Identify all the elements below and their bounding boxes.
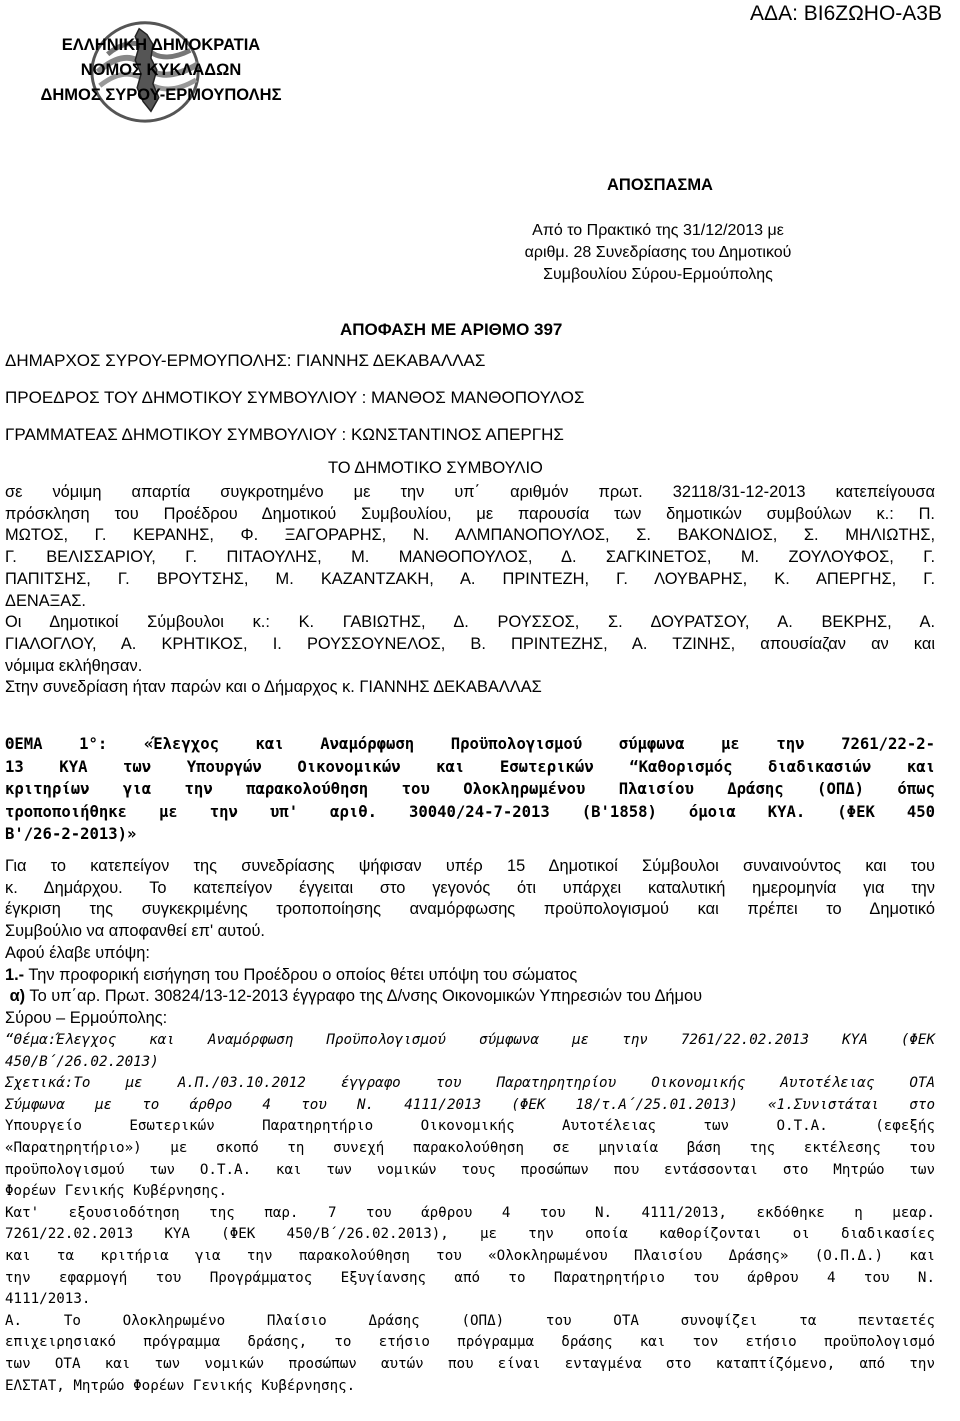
theme-line: Β'/26-2-2013)» [5, 825, 137, 844]
quote-line: Α. Το Ολοκληρωμένο Πλαίσιο Δράσης (ΟΠΔ) του ΟΤΑ συνοψίζει τα πενταετές [5, 1312, 935, 1329]
mayor-present-line: Στην συνεδρίαση ήταν παρών και ο Δήμαρχος κ. ΓΙΑΝΝΗΣ ΔΕΚΑΒΑΛΛΑΣ [5, 678, 542, 697]
theme-block [5, 733, 935, 846]
quote-line: «Παρατηρητήριο») με σκοπό τη συνεχή παρακολούθηση σε μηνιαία βάση της εκτέλεσης του [5, 1139, 935, 1156]
point-a-label: α) [9, 987, 26, 1006]
quorum-line: πρόσκληση του Προέδρου Δημοτικού Συμβουλίου, με παρουσία των δημοτικών συμβούλων κ.: Π. [5, 504, 935, 523]
quorum-line: σε νόμιμη απαρτία συγκροτημένο με την υπ΄ αριθμόν πρωτ. 32118/31-12-2013 κατεπείγουσα [5, 483, 935, 501]
absent-line: νόμιμα εκλήθησαν. [5, 656, 143, 675]
quorum-line: ΠΑΠΙΤΣΗΣ, Γ. ΒΡΟΥΤΣΗΣ, Μ. ΚΑΖΑΝΤΖΑΚΗ, Α. ΠΡΙΝΤΕΖΗ, Γ. ΛΟΥΒΑΡΗΣ, Κ. ΑΠΕΡΓΗΣ, Γ. [5, 569, 935, 588]
point-1-line [5, 965, 935, 987]
quorum-line: Γ. ΒΕΛΙΣΣΑΡΙΟΥ, Γ. ΠΙΤΑΟΥΛΗΣ, Μ. ΜΑΝΘΟΠΟΥΛΟΣ, Δ. ΣΑΓΚΙΝΕΤΟΣ, Μ. ΖΟΥΛΟΥΦΟΣ, Γ. [5, 548, 935, 567]
quote-line: 450/Β΄/26.02.2013) [5, 1053, 159, 1070]
theme-line: ΘΕΜΑ 1°: «Έλεγχος και Αναμόρφωση Προϋπολογισμού σύμφωνα με την 7261/22-2- [5, 735, 935, 753]
point-a-text: Το υπ΄αρ. Πρωτ. 30824/13-12-2013 έγγραφο της Δ/νσης Οικονομικών Υπηρεσιών του Δήμου [25, 987, 703, 1006]
municipality-line: ΔΗΜΟΣ ΣΥΡΟΥ-ΕΡΜΟΥΠΟΛΗΣ [40, 86, 282, 104]
urgency-line: κ. Δημάρχου. Το κατεπείγον έγγειται στο γεγονός ότι υπάρχει καταλυτική ημερομηνία για την [5, 878, 935, 897]
theme-line: 13 ΚΥΑ των Υπουργών Οικονομικών και Εσωτερικών “Καθορισμός διαδικασιών και [5, 757, 935, 776]
quorum-line: ΜΩΤΟΣ, Γ. ΚΕΡΑΝΗΣ, Φ. ΞΑΓΟΡΑΡΗΣ, Ν. ΑΛΜΠΑΝΟΠΟΥΛΟΣ, Σ. ΒΑΚΟΝΔΙΟΣ, Σ. ΜΗΛΙΩΤΗΣ, [5, 526, 935, 545]
council-heading: ΤΟ ΔΗΜΟΤΙΚΟ ΣΥΜΒΟΥΛΙΟ [328, 459, 543, 477]
point-1-text: Την προφορική εισήγηση του Προέδρου ο οποίος θέτει υπόψη του σώματος [24, 965, 578, 984]
absent-line: ΓΙΑΛΟΓΛΟΥ, Α. ΚΡΗΤΙΚΟΣ, Ι. ΡΟΥΣΣΟΥΝΕΛΟΣ, Β. ΠΡΙΝΤΕΖΗΣ, Α. ΤΖΙΝΗΣ, απουσίαζαν αν και [5, 634, 935, 653]
quote-line: την εφαρμογή του Προγράμματος Εξυγίανσης από το Παρατηρητήριο του άρθρου 4 του Ν. [5, 1269, 935, 1286]
quote-line: Σχετικά:Το με Α.Π./03.10.2012 έγγραφο του Παρατηρητηρίου Οικονομικής Αυτοτέλειας ΟΤΑ [5, 1075, 935, 1092]
quote-line: Κατ' εξουσιοδότηση της παρ. 7 του άρθρου 4 του Ν. 4111/2013, εκδόθηκε η μεαρ. [5, 1204, 935, 1221]
quote-line: 7261/22.02.2013 ΚΥΑ (ΦΕΚ 450/Β΄/26.02.2013), με την οποία καθορίζονται οι διαδικασίες [5, 1226, 935, 1243]
quote-line: 4111/2013. [5, 1291, 91, 1308]
quote-line: Υπουργείο Εσωτερικών Παρατηρητήριο Οικονομικής Αυτοτέλειας των Ο.Τ.Α. (εφεξής [5, 1118, 935, 1135]
absent-line: Οι Δημοτικοί Σύμβουλοι κ.: Κ. ΓΑΒΙΩΤΗΣ, Δ. ΡΟΥΣΣΟΣ, Σ. ΔΟΥΡΑΤΣΟΥ, Α. ΒΕΚΡΗΣ, Α. [5, 613, 935, 632]
quote-line: και τα κριτήρια για την παρακολούθηση του «Ολοκληρωμένου Πλαισίου Δράσης» (Ο.Π.Δ.) και [5, 1247, 935, 1264]
theme-line: τροποποιήθηκε με την υπ' αριθ. 30040/24-7-2013 (Β'1858) όμοια ΚΥΑ. (ΦΕΚ 450 [5, 802, 935, 821]
point-a-line [5, 986, 935, 1008]
country-line: ΕΛΛΗΝΙΚΗ ΔΗΜΟΚΡΑΤΙΑ [61, 36, 261, 54]
prefecture-line: ΝΟΜΟΣ ΚΥΚΛΑΔΩΝ [80, 61, 242, 79]
quorum-line: ΔΕΝΑΞΑΣ. [5, 591, 86, 610]
urgency-line: Για το κατεπείγον της συνεδρίασης ψήφισαν υπέρ 15 Δημοτικοί Σύμβουλοι συναινούντος και του [5, 857, 935, 875]
decision-title: ΑΠΟΦΑΣΗ ΜΕ ΑΡΙΘΜΟ 397 [340, 320, 563, 339]
urgency-line: Αφού έλαβε υπόψη: [5, 943, 150, 962]
urgency-paragraph [5, 856, 935, 1030]
quote-line: Σύμφωνα με το άρθρο 4 του Ν. 4111/2013 (ΦΕΚ 18/τ.Α΄/25.01.2013) «1.Συνιστάται στο [5, 1096, 935, 1113]
secretary-line: ΓΡΑΜΜΑΤΕΑΣ ΔΗΜΟΤΙΚΟΥ ΣΥΜΒΟΥΛΙΟΥ : ΚΩΝΣΤΑΝΤΙΝΟΣ ΑΠΕΡΓΗΣ [5, 425, 564, 444]
president-line: ΠΡΟΕΔΡΟΣ ΤΟΥ ΔΗΜΟΤΙΚΟΥ ΣΥΜΒΟΥΛΙΟΥ : ΜΑΝΘΟΣ ΜΑΝΘΟΠΟΥΛΟΣ [5, 388, 585, 407]
letter-quote-block [5, 1030, 935, 1397]
point-a-line-2: Σύρου – Ερμούπολης: [5, 1008, 168, 1027]
urgency-line: Συμβούλιο να αποφανθεί επ' αυτού. [5, 922, 265, 941]
urgency-line: έγκριση της συγκεκριμένης τροποποίησης αναμόρφωσης προϋπολογισμού και πρέπει το Δημοτικό [5, 900, 935, 919]
quote-line: των ΟΤΑ και των νομικών προσώπων αυτών που είναι ενταγμένα στο καταπτίζόμενο, από την [5, 1355, 935, 1372]
extract-label: ΑΠΟΣΠΑΣΜΑ [607, 176, 713, 194]
quorum-paragraph [5, 482, 935, 699]
mayor-line: ΔΗΜΑΡΧΟΣ ΣΥΡΟΥ-ΕΡΜΟΥΠΟΛΗΣ: ΓΙΑΝΝΗΣ ΔΕΚΑΒΑΛΛΑΣ [5, 351, 486, 370]
quote-line: “Θέμα:Έλεγχος και Αναμόρφωση Προϋπολογισμού σύμφωνα με την 7261/22.02.2013 ΚΥΑ (ΦΕΚ [5, 1032, 935, 1048]
quote-line: προϋπολογισμού των Ο.Τ.Α. και των νομικών τους προσώπων που εντάσσονται στο Μητρώο των [5, 1161, 935, 1178]
ada-code: ΑΔΑ: ΒΙ6ΖΩΗΟ-Α3Β [750, 2, 942, 25]
extract-line-3: Συμβουλίου Σύρου-Ερμούπολης [543, 266, 773, 283]
point-1-number: 1.- [5, 965, 25, 984]
theme-line: κριτηρίων για την παρακολούθηση του Ολοκληρωμένου Πλαισίου Δράσης (ΟΠΔ) όπως [5, 780, 935, 799]
quote-line: Φορέων Γενικής Κυβέρνησης. [5, 1183, 228, 1200]
quote-line: ΕΛΣΤΑΤ, Μητρώο Φορέων Γενικής Κυβέρνησης. [5, 1377, 356, 1394]
extract-line-2: αριθμ. 28 Συνεδρίασης του Δημοτικού [524, 244, 792, 261]
extract-line-1: Από το Πρακτικό της 31/12/2013 με [532, 222, 784, 239]
quote-line: επιχειρησιακό πρόγραμμα δράσης, το ετήσιο πρόγραμμα δράσης και τον ετήσιο προϋπολογισμό [5, 1334, 935, 1351]
